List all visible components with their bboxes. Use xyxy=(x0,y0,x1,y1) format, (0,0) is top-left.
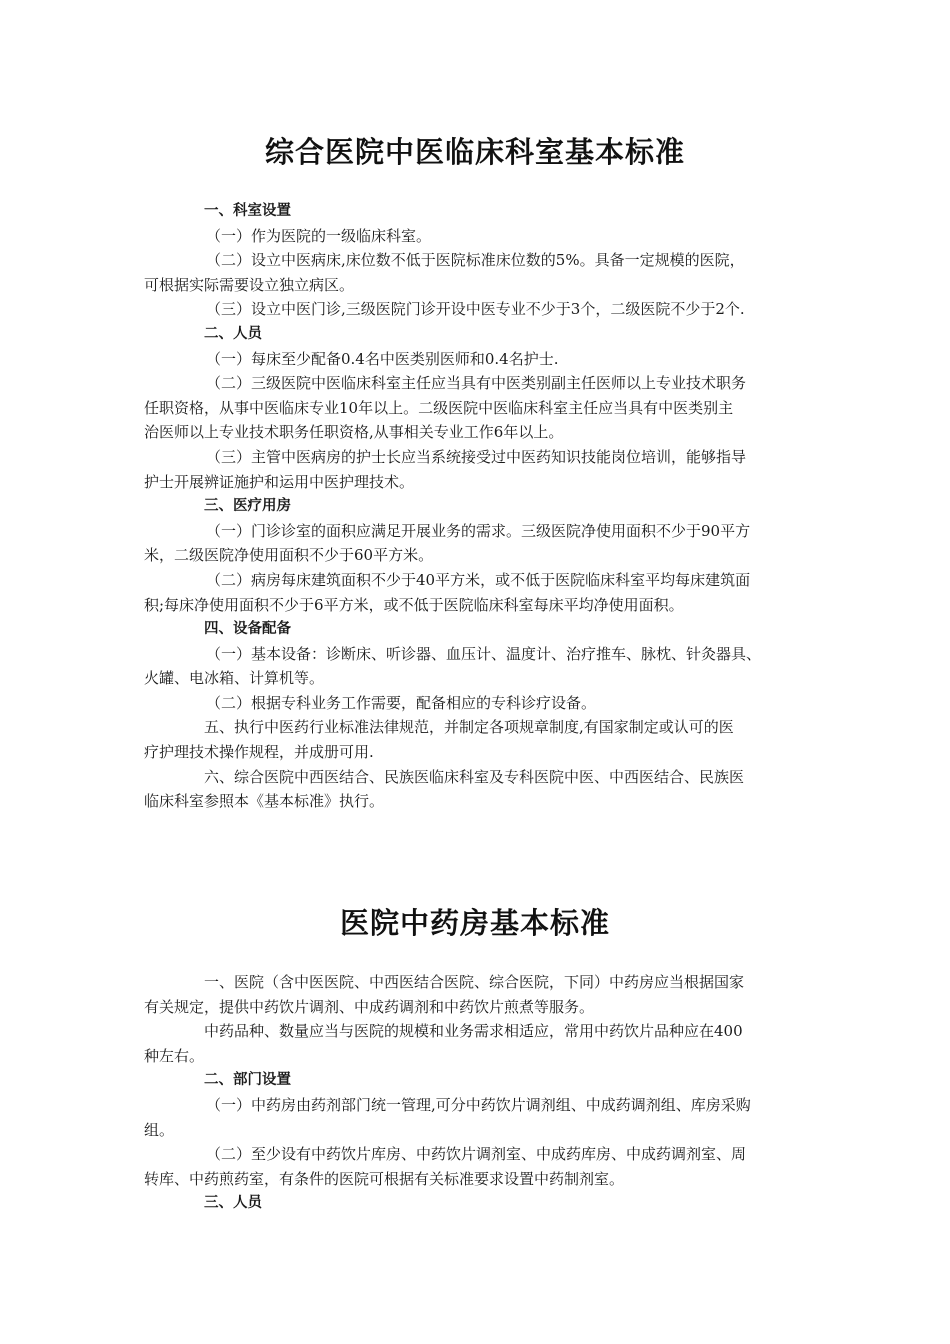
paragraph-line: 火罐、电冰箱、计算机等。 xyxy=(144,669,325,688)
document-title: 综合医院中医临床科室基本标准 xyxy=(264,135,685,169)
paragraph-line: 六、综合医院中西医结合、民族医临床科室及专科医院中医、中西医结合、民族医 xyxy=(204,767,745,786)
paragraph-line: （一）中药房由药剂部门统一管理,可分中药饮片调剂组、中成药调剂组、库房采购 xyxy=(206,1095,751,1114)
section-heading: 三、医疗用房 xyxy=(204,498,291,515)
paragraph-line: （二）三级医院中医临床科室主任应当具有中医类别副主任医师以上专业技术职务 xyxy=(206,374,747,393)
document-body xyxy=(144,199,814,814)
document-body xyxy=(144,970,814,1216)
paragraph-line: （三）主管中医病房的护士长应当系统接受过中医药知识技能岗位培训，能够指导 xyxy=(206,447,747,466)
document-title: 医院中药房基本标准 xyxy=(339,906,610,940)
paragraph-line: 有关规定，提供中药饮片调剂、中成药调剂和中药饮片煎煮等服务。 xyxy=(144,997,595,1016)
paragraph-line: 转库、中药煎药室，有条件的医院可根据有关标准要求设置中药制剂室。 xyxy=(144,1169,625,1188)
paragraph-line: （一）基本设备：诊断床、听诊器、血压计、温度计、治疗推车、脉枕、针灸器具、 xyxy=(206,644,762,663)
paragraph-line: 临床科室参照本《基本标准》执行。 xyxy=(144,792,385,811)
section-heading: 三、人员 xyxy=(204,1195,262,1212)
paragraph-line: （二）根据专科业务工作需要，配备相应的专科诊疗设备。 xyxy=(206,693,597,712)
section-heading: 二、人员 xyxy=(204,325,262,342)
paragraph-line: （三）设立中医门诊,三级医院门诊开设中医专业不少于3个，二级医院不少于2个. xyxy=(206,300,745,319)
section-heading: 二、部门设置 xyxy=(204,1072,291,1089)
paragraph-line: （一）作为医院的一级临床科室。 xyxy=(206,226,432,245)
section-heading: 一、科室设置 xyxy=(204,203,291,219)
paragraph-line: （二）至少设有中药饮片库房、中药饮片调剂室、中成药库房、中成药调剂室、周 xyxy=(206,1145,747,1164)
paragraph-line: 治医师以上专业技术职务任职资格,从事相关专业工作6年以上。 xyxy=(144,423,564,442)
paragraph-line: （一）门诊诊室的面积应满足开展业务的需求。三级医院净使用面积不少于90平方 xyxy=(206,521,751,540)
paragraph-line: 中药品种、数量应当与医院的规模和业务需求相适应，常用中药饮片品种应在400 xyxy=(204,1022,743,1041)
paragraph-line: （二）设立中医病床,床位数不低于医院标准床位数的5%。具备一定规模的医院， xyxy=(206,251,745,270)
paragraph-line: 护士开展辨证施护和运用中医护理技术。 xyxy=(144,472,415,491)
paragraph-line: （一）每床至少配备0.4名中医类别医师和0.4名护士. xyxy=(206,349,559,368)
paragraph-line: 米，二级医院净使用面积不少于60平方米。 xyxy=(144,546,434,565)
paragraph-line: 可根据实际需要设立独立病区。 xyxy=(144,275,355,294)
paragraph-line: 一、医院（含中医医院、中西医结合医院、综合医院，下同）中药房应当根据国家 xyxy=(204,973,745,991)
paragraph-line: 五、执行中医药行业标准法律规范，并制定各项规章制度,有国家制定或认可的医 xyxy=(204,718,734,737)
section-heading: 四、设备配备 xyxy=(204,621,291,638)
paragraph-line: （二）病房每床建筑面积不少于40平方米，或不低于医院临床科室平均每床建筑面 xyxy=(206,570,751,589)
paragraph-line: 组。 xyxy=(144,1120,175,1139)
paragraph-line: 积;每床净使用面积不少于6平方米，或不低于医院临床科室每床平均净使用面积。 xyxy=(144,595,684,614)
paragraph-line: 任职资格，从事中医临床专业10年以上。二级医院中医临床科室主任应当具有中医类别主 xyxy=(144,398,734,417)
paragraph-line: 种左右。 xyxy=(144,1046,205,1065)
paragraph-line: 疗护理技术操作规程，并成册可用. xyxy=(144,743,374,762)
